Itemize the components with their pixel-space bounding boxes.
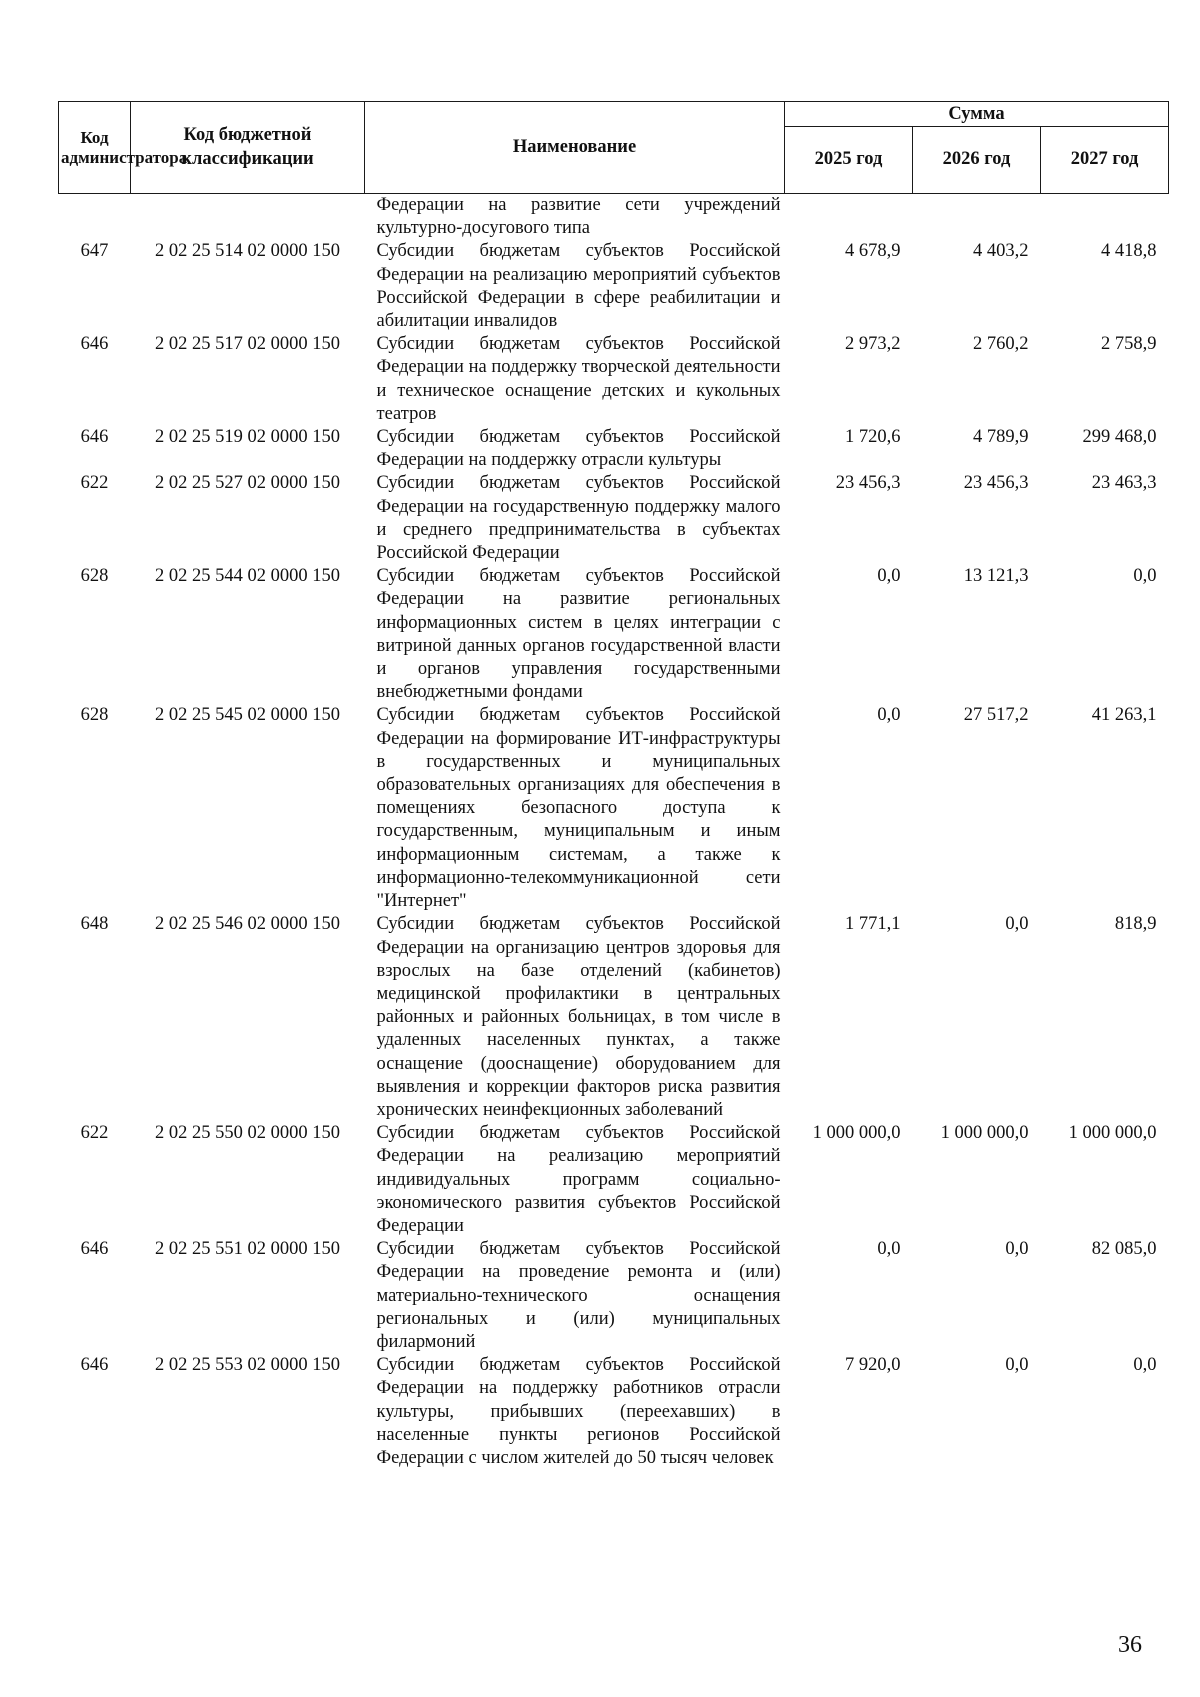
table-row [59, 472, 1169, 565]
admin-code-cell: 647 [80, 241, 109, 262]
amount-2025-cell: 1 000 000,0 [812, 1123, 901, 1144]
amount-2025-cell: 7 920,0 [845, 1355, 901, 1376]
amount-2026-cell: 2 760,2 [973, 334, 1029, 355]
name-cell: Субсидии бюджетам субъектов Российской Федерации на поддержку работников отрасли культуры, прибывших (переехавших) в населенные пункты регионов Российской Федерации с числом жителей до 50 тысяч человек [376, 1355, 781, 1468]
admin-code-cell: 646 [80, 1355, 109, 1376]
amount-2026-cell: 23 456,3 [963, 473, 1029, 494]
name-cell: Субсидии бюджетам субъектов Российской Федерации на реализацию мероприятий индивидуальных программ социально-экономического развития субъектов Российской Федерации [376, 1123, 781, 1236]
table-row [59, 565, 1169, 704]
header-admin-code: Код администратора [59, 102, 131, 194]
amount-2026-cell [913, 194, 1041, 241]
amount-2027-cell: 0,0 [1133, 566, 1157, 587]
budget-code-cell: 2 02 25 527 02 0000 150 [155, 473, 340, 494]
amount-2025-cell: 2 973,2 [845, 334, 901, 355]
table-row [59, 426, 1169, 472]
name-cell: Субсидии бюджетам субъектов Российской Федерации на государственную поддержку малого и среднего предпринимательства в субъектах Российской Федерации [376, 473, 781, 564]
amount-2027-cell [1041, 194, 1169, 241]
admin-code-cell [59, 194, 131, 241]
amount-2025-cell [785, 194, 913, 241]
budget-code-cell: 2 02 25 514 02 0000 150 [155, 241, 340, 262]
amount-2025-cell: 1 771,1 [845, 914, 901, 935]
table-row [59, 913, 1169, 1122]
admin-code-cell: 622 [80, 473, 109, 494]
name-cell: Субсидии бюджетам субъектов Российской Федерации на формирование ИТ-инфраструктуры в государственных и муниципальных образовательных организациях для обеспечения в помещениях безопасного доступа к государственным, муниципальным и иным информационным системам, а также к информационно-телекоммуникационной сети "Интернет" [376, 705, 781, 912]
amount-2027-cell: 2 758,9 [1101, 334, 1157, 355]
budget-code-cell: 2 02 25 519 02 0000 150 [155, 427, 340, 448]
amount-2027-cell: 1 000 000,0 [1068, 1123, 1157, 1144]
amount-2025-cell: 4 678,9 [845, 241, 901, 262]
name-cell: Федерации на развитие сети учреждений культурно-досугового типа [376, 195, 781, 239]
admin-code-cell: 628 [80, 705, 109, 726]
budget-code-cell: 2 02 25 545 02 0000 150 [155, 705, 340, 726]
name-cell: Субсидии бюджетам субъектов Российской Федерации на поддержку творческой деятельности и техническое оснащение детских и кукольных театров [376, 334, 781, 424]
table-header [59, 102, 1169, 194]
budget-table [58, 101, 1169, 1470]
admin-code-cell: 628 [80, 566, 109, 587]
amount-2026-cell: 0,0 [1005, 1239, 1029, 1260]
budget-code-cell [131, 194, 365, 241]
budget-code-cell: 2 02 25 517 02 0000 150 [155, 334, 340, 355]
table-row [59, 1122, 1169, 1238]
header-year-2025: 2025 год [785, 127, 913, 194]
amount-2026-cell: 13 121,3 [963, 566, 1029, 587]
budget-code-cell: 2 02 25 550 02 0000 150 [155, 1123, 340, 1144]
amount-2026-cell: 0,0 [1005, 914, 1029, 935]
amount-2027-cell: 299 468,0 [1082, 427, 1157, 448]
amount-2025-cell: 1 720,6 [845, 427, 901, 448]
amount-2027-cell: 818,9 [1114, 914, 1157, 935]
name-cell: Субсидии бюджетам субъектов Российской Федерации на поддержку отрасли культуры [376, 427, 781, 471]
amount-2025-cell: 0,0 [877, 705, 901, 726]
table-row [59, 1238, 1169, 1354]
table-row [59, 704, 1169, 913]
amount-2026-cell: 27 517,2 [963, 705, 1029, 726]
name-cell: Субсидии бюджетам субъектов Российской Федерации на развитие региональных информационных систем в целях интеграции с витриной данных органов государственной власти и органов управления государственными внебюджетными фондами [376, 566, 781, 703]
amount-2027-cell: 23 463,3 [1091, 473, 1157, 494]
amount-2025-cell: 0,0 [877, 566, 901, 587]
header-year-2026: 2026 год [913, 127, 1041, 194]
table-row [59, 194, 1169, 241]
amount-2026-cell: 4 789,9 [973, 427, 1029, 448]
name-cell: Субсидии бюджетам субъектов Российской Федерации на реализацию мероприятий субъектов Российской Федерации в сфере реабилитации и абилитации инвалидов [376, 241, 781, 332]
header-name: Наименование [365, 102, 785, 194]
admin-code-cell: 622 [80, 1123, 109, 1144]
amount-2026-cell: 4 403,2 [973, 241, 1029, 262]
header-year-2027: 2027 год [1041, 127, 1169, 194]
budget-code-cell: 2 02 25 551 02 0000 150 [155, 1239, 340, 1260]
table-row [59, 240, 1169, 333]
admin-code-cell: 646 [80, 427, 109, 448]
page-number: 36 [1118, 1632, 1142, 1658]
amount-2027-cell: 0,0 [1133, 1355, 1157, 1376]
amount-2027-cell: 82 085,0 [1091, 1239, 1157, 1260]
table-body [59, 194, 1169, 1471]
name-cell: Субсидии бюджетам субъектов Российской Федерации на проведение ремонта и (или) материально-технического оснащения региональных и (или) муниципальных филармоний [376, 1239, 781, 1352]
admin-code-cell: 646 [80, 334, 109, 355]
amount-2027-cell: 4 418,8 [1101, 241, 1157, 262]
admin-code-cell: 648 [80, 914, 109, 935]
header-budget-code: Код бюджетной классификации [131, 102, 365, 194]
amount-2025-cell: 0,0 [877, 1239, 901, 1260]
table-row [59, 1354, 1169, 1470]
amount-2025-cell: 23 456,3 [835, 473, 901, 494]
budget-code-cell: 2 02 25 553 02 0000 150 [155, 1355, 340, 1376]
name-cell: Субсидии бюджетам субъектов Российской Федерации на организацию центров здоровья для взрослых на базе отделений (кабинетов) медицинской профилактики в центральных районных и районных больницах, в том числе в удаленных населенных пунктах, а также оснащение (дооснащение) оборудованием для выявления и коррекции факторов риска развития хронических неинфекционных заболеваний [376, 914, 781, 1120]
amount-2026-cell: 0,0 [1005, 1355, 1029, 1376]
admin-code-cell: 646 [80, 1239, 109, 1260]
header-sum: Сумма [785, 102, 1169, 127]
budget-code-cell: 2 02 25 546 02 0000 150 [155, 914, 340, 935]
amount-2027-cell: 41 263,1 [1091, 705, 1157, 726]
budget-code-cell: 2 02 25 544 02 0000 150 [155, 566, 340, 587]
amount-2026-cell: 1 000 000,0 [940, 1123, 1029, 1144]
table-row [59, 333, 1169, 426]
